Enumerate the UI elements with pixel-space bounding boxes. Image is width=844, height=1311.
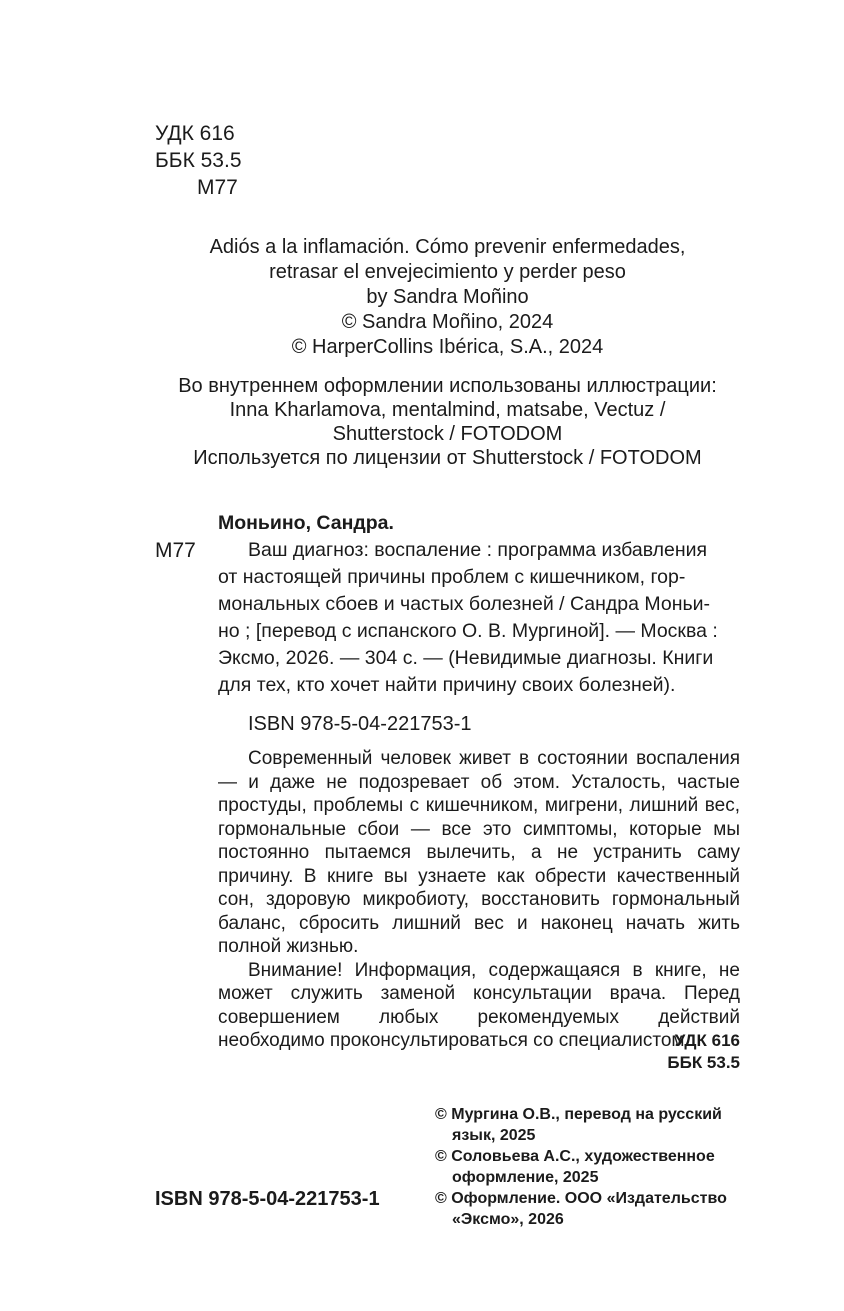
udk-code-bottom: УДК 616 xyxy=(674,1030,740,1050)
isbn-bottom: ISBN 978-5-04-221753-1 xyxy=(155,1187,380,1210)
credits-line: Shutterstock / FOTODOM xyxy=(332,423,563,445)
classification-codes-top xyxy=(155,120,740,201)
author-sign-code-margin: М77 xyxy=(155,539,196,562)
annotation-warning-paragraph: Внимание! Информация, содержащаяся в книге, не может служить заменой консультации врача. Перед совершением любых рекомендуемых действий необходимо проконсультироваться со специалистом. xyxy=(218,959,740,1051)
bbk-code-top: ББК 53.5 xyxy=(155,149,242,172)
isbn-middle: ISBN 978-5-04-221753-1 xyxy=(248,713,472,735)
biblio-line: для тех, кто хочет найти причину своих болезней). xyxy=(218,674,676,696)
bibliographic-description xyxy=(218,537,740,699)
original-title-line: retrasar el envejecimiento y perder peso xyxy=(269,261,626,283)
copyright-list xyxy=(435,1104,757,1230)
annotation-block xyxy=(218,747,740,1053)
copyright-translation: © Мургина О.В., перевод на русский язык, 2025 xyxy=(435,1105,722,1144)
original-publisher-copyright-line: © HarperCollins Ibérica, S.A., 2024 xyxy=(291,336,604,358)
biblio-line: Ваш диагноз: воспаление : программа избавления xyxy=(248,539,708,561)
original-author-line: by Sandra Moñino xyxy=(366,286,529,308)
copyright-art-design: © Соловьева А.С., художественное оформление, 2025 xyxy=(435,1147,715,1186)
bibliographic-record xyxy=(155,510,740,699)
biblio-line: мональных сбоев и частых болезней / Сандра Моньи- xyxy=(218,593,711,615)
original-title-line: Adiós a la inflamación. Cómo prevenir enfermedades, xyxy=(209,236,686,258)
original-title-block xyxy=(155,235,740,360)
annotation-paragraph: Современный человек живет в состоянии воспаления — и даже не подозревает об этом. Усталость, частые простуды, проблемы с кишечником, мигрени, лишний вес, гормональные сбои — все это симптомы, которые мы постоянно пытаемся вылечить, а не устранить саму причину. В книге вы узнаете как обрести качественный сон, здоровую микробиоту, восстановить гормональный баланс, сбросить лишний вес и наконец начать жить полной жизнью. xyxy=(218,748,740,957)
credits-line: Во внутреннем оформлении использованы иллюстрации: xyxy=(178,375,717,397)
copyright-publisher-design: © Оформление. ООО «Издательство «Эксмо», 2026 xyxy=(435,1189,727,1228)
credits-line: Inna Kharlamova, mentalmind, matsabe, Vectuz / xyxy=(229,399,666,421)
author-sign-code: М77 xyxy=(197,176,238,199)
imprint-bottom-block xyxy=(155,1104,740,1234)
copyright-page xyxy=(155,0,740,1234)
udk-code-top: УДК 616 xyxy=(155,122,235,145)
book-author: Моньино, Сандра. xyxy=(218,512,394,534)
biblio-line: Эксмо, 2026. — 304 с. — (Невидимые диагнозы. Книги xyxy=(218,647,714,669)
original-copyright-line: © Sandra Moñino, 2024 xyxy=(341,311,554,333)
bbk-code-bottom: ББК 53.5 xyxy=(667,1052,740,1072)
biblio-line: но ; [перевод с испанского О. В. Мургиной]. — Москва : xyxy=(218,620,718,642)
illustration-credits-block xyxy=(155,374,740,470)
biblio-line: от настоящей причины проблем с кишечником, гор- xyxy=(218,566,686,588)
credits-line: Используется по лицензии от Shutterstock / FOTODOM xyxy=(193,447,702,469)
